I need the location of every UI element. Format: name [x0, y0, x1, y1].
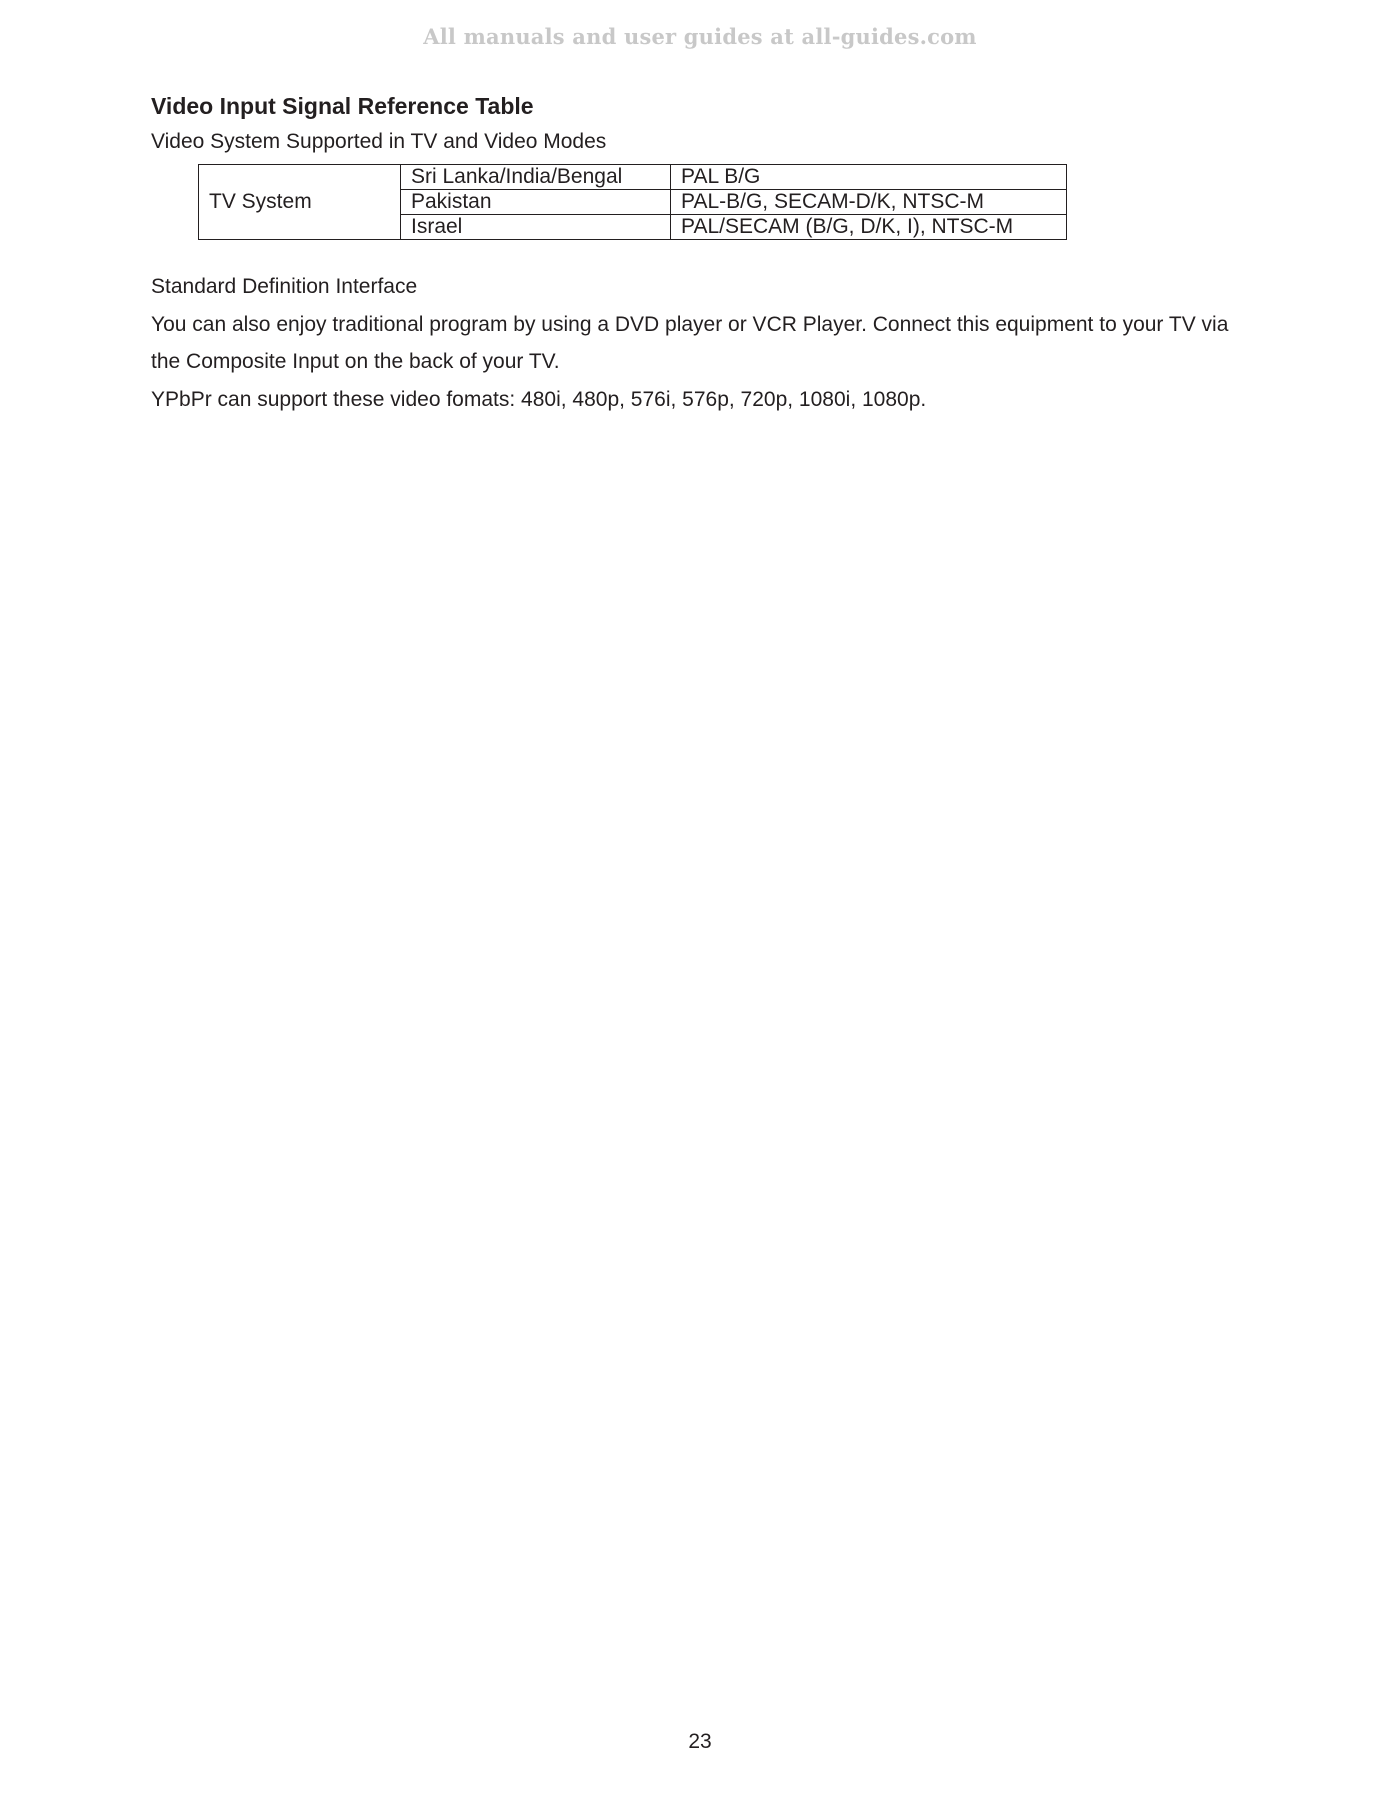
- sd-interface-heading: Standard Definition Interface: [151, 275, 418, 298]
- sd-interface-section: [151, 268, 1261, 418]
- region-cell: Pakistan: [401, 190, 671, 215]
- video-signal-table: [198, 164, 1067, 240]
- tv-system-header-cell: TV System: [199, 165, 401, 240]
- sd-interface-text-line1: You can also enjoy traditional program by using a DVD player or VCR Player. Connect this equipment to your TV via: [151, 312, 1229, 336]
- sd-interface-text-line2: the Composite Input on the back of your TV.: [151, 350, 560, 373]
- format-cell: PAL-B/G, SECAM-D/K, NTSC-M: [671, 190, 1067, 215]
- section-subtitle: Video System Supported in TV and Video Modes: [151, 130, 607, 153]
- page-content: [151, 88, 1261, 418]
- format-cell: PAL B/G: [671, 165, 1067, 190]
- region-cell: Israel: [401, 215, 671, 240]
- ypbpr-formats-text: YPbPr can support these video fomats: 480i, 480p, 576i, 576p, 720p, 1080i, 1080p.: [151, 387, 927, 411]
- format-cell: PAL/SECAM (B/G, D/K, I), NTSC-M: [671, 215, 1067, 240]
- section-title: Video Input Signal Reference Table: [151, 93, 534, 119]
- watermark: All manuals and user guides at all-guides.com: [423, 24, 977, 49]
- region-cell: Sri Lanka/India/Bengal: [401, 165, 671, 190]
- table-row: [199, 165, 1067, 190]
- page-number: 23: [688, 1730, 712, 1753]
